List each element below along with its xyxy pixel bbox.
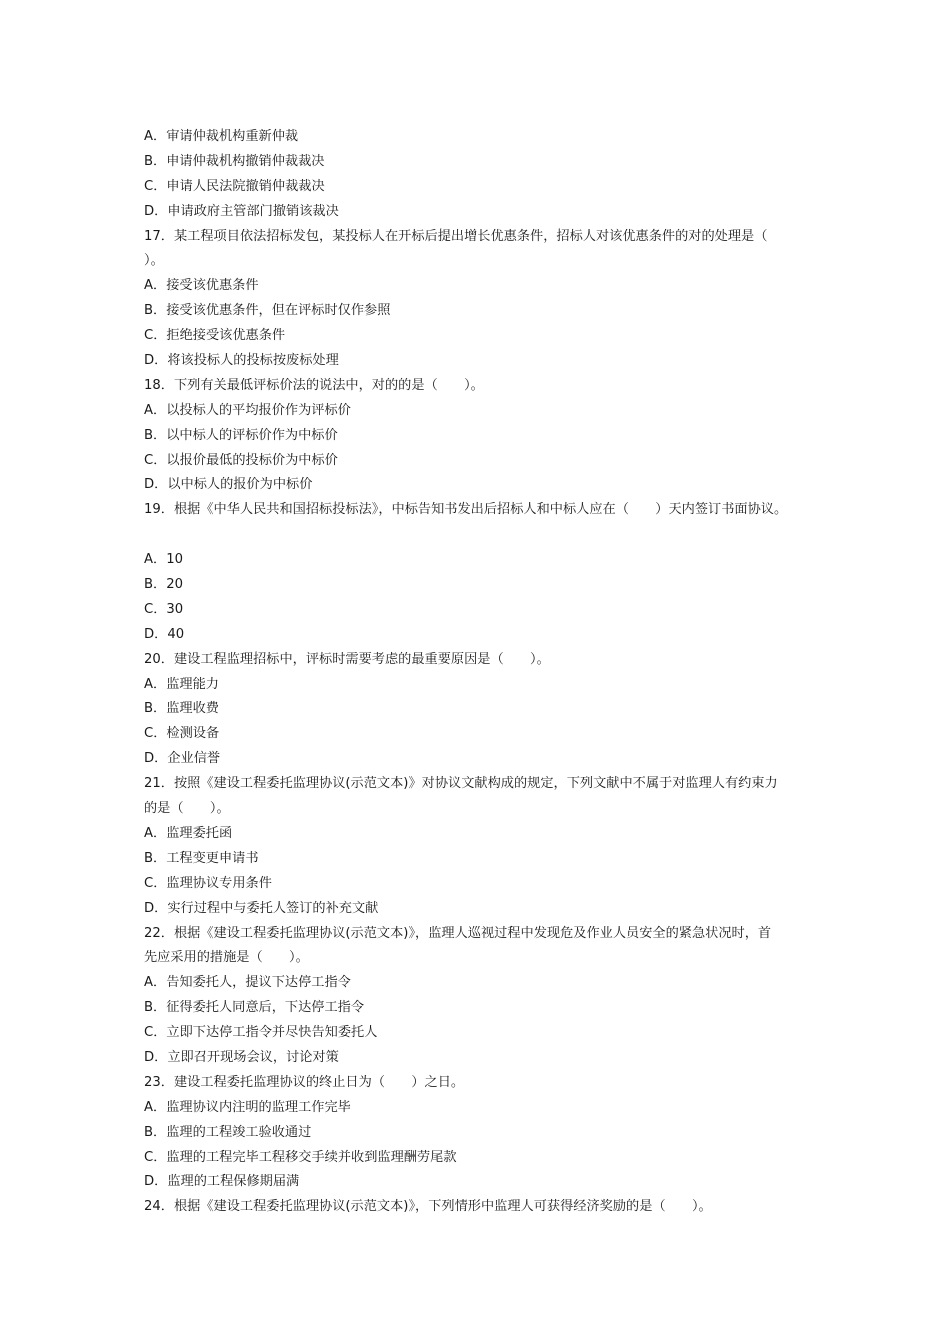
answer-option: D．企业信誉 — [144, 751, 221, 767]
answer-option: B．申请仲裁机构撤销仲裁裁决 — [144, 153, 325, 169]
text-line: ）。 — [144, 253, 164, 269]
document-body — [144, 125, 814, 1220]
answer-option: C．拒绝接受该优惠条件 — [144, 328, 286, 344]
answer-option: A．告知委托人，提议下达停工指令 — [144, 975, 351, 991]
answer-option: C．监理的工程完毕工程移交手续并收到监理酬劳尾款 — [144, 1149, 457, 1165]
answer-option: C．立即下达停工指令并尽快告知委托人 — [144, 1025, 378, 1041]
answer-option: A．审请仲裁机构重新仲裁 — [144, 129, 299, 144]
answer-option: D．实行过程中与委托人签订的补充文献 — [144, 900, 379, 916]
answer-option: B．征得委托人同意后，下达停工指令 — [144, 1000, 365, 1016]
answer-option: A．监理协议内注明的监理工作完毕 — [144, 1099, 351, 1115]
answer-option: C．以报价最低的投标价为中标价 — [144, 452, 338, 468]
answer-option: D．监理的工程保修期届满 — [144, 1174, 300, 1190]
answer-option: B．接受该优惠条件，但在评标时仅作参照 — [144, 303, 391, 319]
question-stem: 17．某工程项目依法招标发包，某投标人在开标后提出增长优惠条件，招标人对该优惠条件的对的处理是（ — [144, 228, 768, 244]
answer-option: B．20 — [144, 577, 184, 593]
answer-option: D．将该投标人的投标按废标处理 — [144, 353, 339, 369]
question-stem: 19．根据《中华人民共和国招标投标法》，中标告知书发出后招标人和中标人应在（ ）天内签订书面协议。 — [144, 502, 788, 518]
answer-option: D．申请政府主管部门撤销该裁决 — [144, 203, 339, 219]
answer-option: C．申请人民法院撤销仲裁裁决 — [144, 178, 325, 194]
answer-option: A．以投标人的平均报价作为评标价 — [144, 402, 351, 418]
text-line: 的是（ ）。 — [144, 801, 230, 817]
question-stem: 18．下列有关最低评标价法的说法中，对的的是（ ）。 — [144, 377, 484, 393]
question-stem: 23．建设工程委托监理协议的终止日为（ ）之日。 — [144, 1074, 465, 1090]
answer-option: B．工程变更申请书 — [144, 850, 259, 866]
answer-option: D．立即召开现场会议，讨论对策 — [144, 1049, 339, 1065]
question-stem: 21．按照《建设工程委托监理协议(示范文本)》对协议文献构成的规定，下列文献中不属于对监理人有约束力 — [144, 776, 778, 792]
answer-option: B．监理收费 — [144, 701, 219, 717]
answer-option: C．监理协议专用条件 — [144, 875, 272, 891]
answer-option: A．监理委托函 — [144, 825, 233, 841]
answer-option: D．40 — [144, 626, 185, 642]
answer-option: A．10 — [144, 552, 183, 568]
answer-option: A．监理能力 — [144, 676, 219, 692]
answer-option: B．以中标人的评标价作为中标价 — [144, 427, 338, 443]
question-stem: 24．根据《建设工程委托监理协议(示范文本)》，下列情形中监理人可获得经济奖励的是（ ）。 — [144, 1199, 712, 1215]
question-stem: 20．建设工程监理招标中，评标时需要考虑的最重要原因是（ ）。 — [144, 651, 550, 667]
answer-option: C．检测设备 — [144, 726, 220, 742]
text-line: 先应采用的措施是（ ）。 — [144, 950, 309, 966]
answer-option: A．接受该优惠条件 — [144, 278, 259, 294]
blank-line — [144, 523, 814, 548]
answer-option: B．监理的工程竣工验收通过 — [144, 1124, 312, 1140]
answer-option: C．30 — [144, 601, 184, 617]
answer-option: D．以中标人的报价为中标价 — [144, 477, 313, 493]
question-stem: 22．根据《建设工程委托监理协议(示范文本)》，监理人巡视过程中发现危及作业人员安全的紧急状况时，首 — [144, 925, 772, 941]
